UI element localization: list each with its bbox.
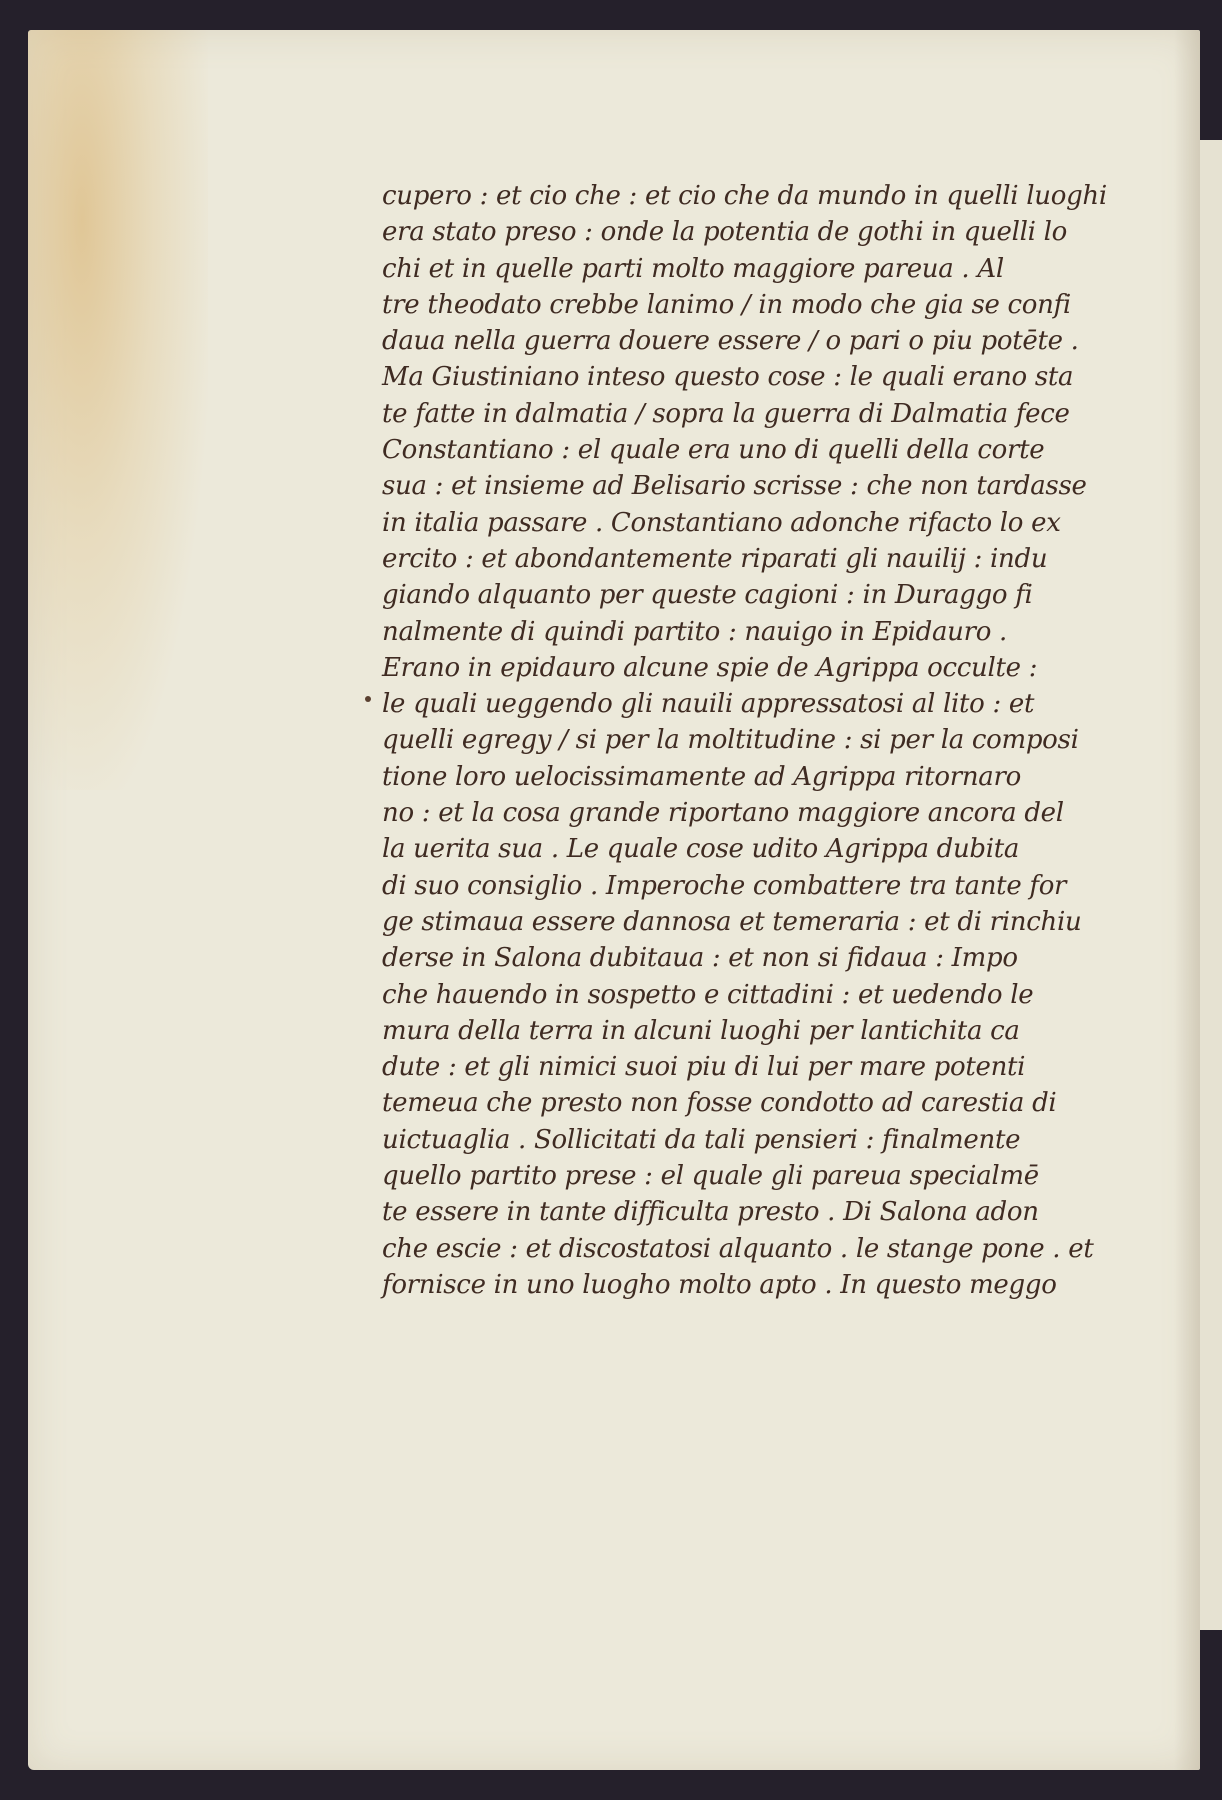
text-line: la uerita sua . Le quale cose udito Agrippa dubita bbox=[382, 834, 1020, 865]
text-line: sua : et insieme ad Belisario scrisse : che non tardasse bbox=[382, 471, 1087, 502]
text-line: uictuaglia . Sollicitati da tali pensieri : finalmente bbox=[382, 1124, 1021, 1155]
page-gutter bbox=[1174, 30, 1200, 1770]
text-line: cupero : et cio che : et cio che da mundo in quelli luoghi bbox=[382, 181, 1107, 211]
text-line: tre theodato crebbe lanimo / in modo che gia se confi bbox=[382, 289, 1071, 320]
text-line: temeua che presto non fosse condotto ad carestia di bbox=[382, 1088, 1057, 1119]
text-line: in italia passare . Constantiano adonche rifacto lo ex bbox=[382, 507, 1061, 538]
text-line: daua nella guerra douere essere / o pari o piu potēte . bbox=[382, 326, 1079, 357]
text-line: di suo consiglio . Imperoche combattere tra tante for bbox=[382, 870, 1067, 901]
text-line: fornisce in uno luogho molto apto . In questo meggo bbox=[382, 1269, 1057, 1300]
text-line: dute : et gli nimici suoi piu di lui per mare potenti bbox=[382, 1052, 1026, 1083]
water-stain bbox=[28, 30, 208, 790]
text-line: ge stimaua essere dannosa et temeraria : et di rinchiu bbox=[382, 906, 1082, 937]
text-line: giando alquanto per queste cagioni : in Duraggo fi bbox=[382, 580, 1033, 611]
text-line: no : et la cosa grande riportano maggiore ancora del bbox=[382, 798, 1064, 829]
text-line: ercito : et abondantemente riparati gli nauilij : indu bbox=[382, 543, 1048, 574]
manuscript-text-block bbox=[382, 178, 1142, 1303]
text-line: mura della terra in alcuni luoghi per lantichita ca bbox=[382, 1015, 1020, 1046]
text-line: Erano in epidauro alcune spie de Agrippa occulte : bbox=[382, 652, 1038, 683]
text-line: Ma Giustiniano inteso questo cose : le quali erano sta bbox=[382, 362, 1074, 393]
text-line: nalmente di quindi partito : nauigo in Epidauro . bbox=[382, 616, 1008, 647]
text-line: le quali ueggendo gli nauili appressatosi al lito : et bbox=[382, 689, 1035, 720]
text-line: quello partito prese : el quale gli pareua specialmē bbox=[382, 1161, 1039, 1192]
text-line: chi et in quelle parti molto maggiore pareua . Al bbox=[382, 253, 1004, 284]
text-line: che escie : et discostatosi alquanto . le stange pone . et bbox=[382, 1233, 1094, 1264]
text-line: quelli egregy / si per la moltitudine : si per la composi bbox=[382, 725, 1079, 756]
text-line: tione loro uelocissimamente ad Agrippa ritornaro bbox=[382, 761, 1021, 792]
text-line: derse in Salona dubitaua : et non si fidaua : Impo bbox=[382, 943, 1018, 974]
adjacent-page-edge bbox=[1198, 140, 1222, 1630]
paragraph-mark bbox=[365, 696, 371, 702]
text-line: che hauendo in sospetto e cittadini : et uedendo le bbox=[382, 979, 1034, 1010]
text-line: era stato preso : onde la potentia de gothi in quelli lo bbox=[382, 217, 1068, 248]
text-line: te fatte in dalmatia / sopra la guerra di Dalmatia fece bbox=[382, 398, 1070, 429]
text-line: Constantiano : el quale era uno di quelli della corte bbox=[382, 435, 1045, 466]
text-line: te essere in tante difficulta presto . Di Salona adon bbox=[382, 1197, 1039, 1228]
